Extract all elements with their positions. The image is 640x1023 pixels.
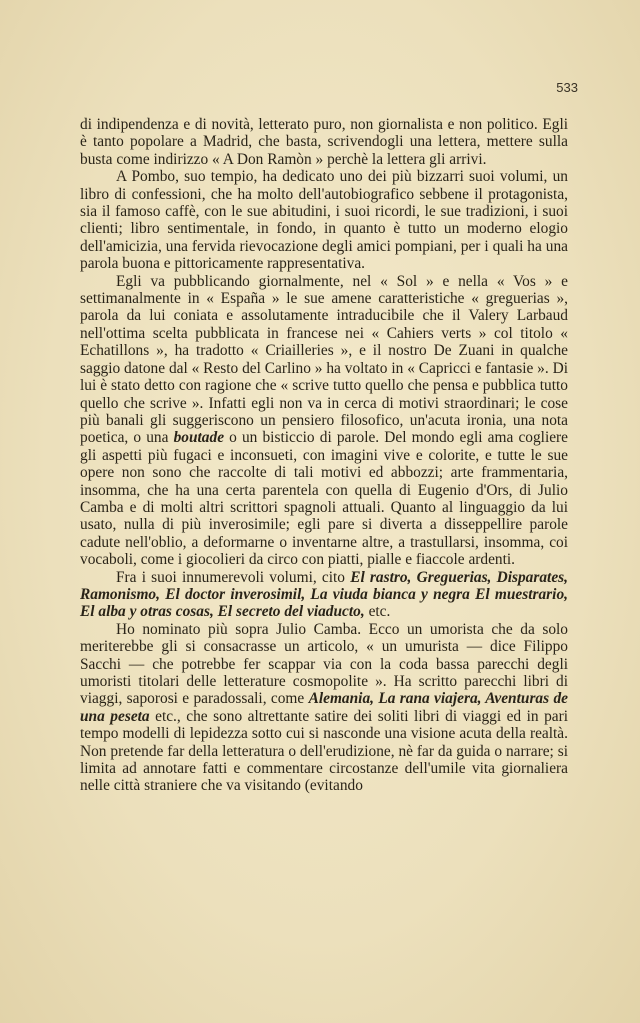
italic-title-text: El rastro, Greguerias, Disparates, Ramonismo, El doctor inverosimil, La viuda bianca y negra El muestrario, El alba y otras cosas, El secreto del viaducto, xyxy=(80,568,568,621)
paragraph xyxy=(80,621,568,795)
paragraph xyxy=(80,116,568,168)
paragraph xyxy=(80,569,568,621)
body-text xyxy=(80,116,568,795)
paragraph-text: Ho nominato più sopra Julio Camba. Ecco un umorista che da solo meriterebbe gli si consacrasse un articolo, « un umurista — dice Filippo Sacchi — che potrebbe fer scappar via con la coda bassa parecchi degli umoristi titolari delle letterature cosmopolite ». Ha scritto parecchi libri di viaggi, saporosi e paradossali, come xyxy=(80,620,568,708)
paragraph-text: etc., che sono altrettante satire dei soliti libri di viaggi ed in pari tempo modelli di lepidezza sotto cui si nasconde una visione acuta della realtà. Non pretende far della letteratura o dell'erudizione, nè far da guida o narrare; si limita ad annotare fatti e commentare circostanze dell'umile vita giornaliera nelle città straniere che va visitando (evitando xyxy=(80,707,568,795)
paragraph-text: o un bisticcio di parole. Del mondo egli ama cogliere gli aspetti più fugaci e inconsueti, con imagini vive e colorite, e tutte le sue opere non sono che raccolte di tali motivi ed abbozzi; arte frammentaria, insomma, che ha una certa parentela con quella di Eugenio d'Ors, di Julio Camba e di molti altri scrittori spagnoli attuali. Quanto al linguaggio da lui usato, nulla di più inverosimile; egli pare si diverta a disseppellire parole cadute nell'oblio, a deformarne o inventarne altre, a trastullarsi, insomma, coi vocaboli, come i giocolieri da circo con piatti, pialle e fiaccole ardenti. xyxy=(80,429,569,569)
italic-title-text: boutade xyxy=(173,429,225,447)
paragraph-text: A Pombo, suo tempio, ha dedicato uno dei più bizzarri suoi volumi, un libro di confessioni, che ha molto dell'autobiografico sebbene il protagonista, sia il famoso caffè, con le sue abitudini, i suoi ricordi, le sue tradizioni, i suoi clienti; libro sentimentale, in fondo, in quanto è tutto un moderno elogio dell'amicizia, una fervida rievocazione degli amici pompiani, per i quali ha una parola buona e pittoricamente rappresentativa. xyxy=(80,168,568,273)
paragraph xyxy=(80,168,568,272)
paragraph-text: Egli va pubblicando giornalmente, nel « Sol » e nella « Vos » e settimanalmente in « España » le sue amene caratteristiche « greguerias », parola da lui coniata e assolutamente intraducibile che il Valery Larbaud nell'ottima scelta pubblicata in francese nei « Cahiers verts » col titolo « Echatillons », ha tradotto « Criailleries », e il nostro De Zuani in qualche saggio datone dal « Resto del Carlino » ha voltato in « Capricci e fantasie ». Di lui è stato detto con ragione che « scrive tutto quello che pensa e pubblica tutto quello che scrive ». Infatti egli non va in cerca di motivi straordinari; le cose più banali gli suggeriscono un pensiero filosofico, un'acuta ironia, una nota poetica, o una xyxy=(80,272,568,447)
paragraph-text: etc. xyxy=(364,603,391,621)
paragraph-text: di indipendenza e di novità, letterato puro, non giornalista e non politico. Egli è tanto popolare a Madrid, che basta, scrivendogli una lettera, mettere sulla busta come indirizzo « A Don Ramòn » perchè la lettera gli arrivi. xyxy=(80,116,568,168)
paragraph-text: Fra i suoi innumerevoli volumi, cito xyxy=(116,568,351,586)
paragraph xyxy=(80,273,568,569)
page-number: 533 xyxy=(556,80,578,95)
italic-title-text: Alemania, La rana viajera, Aventuras de una peseta xyxy=(80,690,568,725)
